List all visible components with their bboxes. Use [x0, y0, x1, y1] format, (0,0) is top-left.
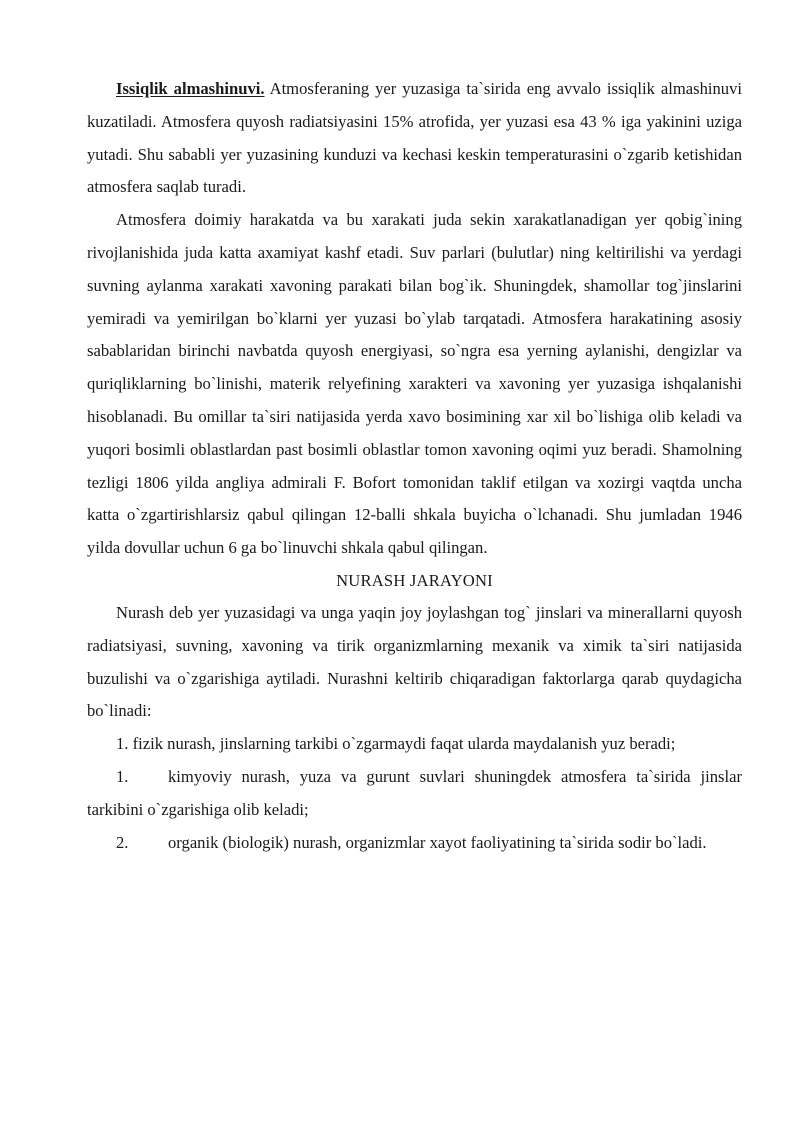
list-item-number: 1.: [116, 734, 129, 754]
document-page: [87, 73, 742, 859]
list-item: [87, 728, 742, 761]
list-item-text: fizik nurash, jinslarning tarkibi o`zgarmaydi faqat ularda maydalanish yuz beradi;: [128, 734, 676, 754]
list-item-text: organik (biologik) nurash, organizmlar xayot faoliyatining ta`sirida sodir bo`ladi.: [168, 832, 707, 852]
list-item: [87, 827, 742, 860]
list-item-number: 1.: [116, 766, 129, 786]
list-item-number: 2.: [116, 832, 129, 852]
section-heading: NURASH JARAYONI: [336, 570, 493, 590]
list-item: [87, 761, 742, 827]
paragraph-lead-term: Issiqlik almashinuvi.: [116, 79, 265, 98]
paragraph-weathering-definition: Nurash deb yer yuzasidagi va unga yaqin joy joylashgan tog` jinslari va minerallarni quyosh radiatsiyasi, suvning, xavoning va tirik organizmlarning mexanik va ximik ta`siri natijasida buzulishi va o`zgarishiga aytiladi. Nurashni keltirib chiqaradigan faktorlarga qarab quydagicha bo`linadi:: [87, 602, 742, 721]
paragraph-atmosphere-movement: Atmosfera doimiy harakatda va bu xarakati juda sekin xarakatlanadigan yer qobig`ining rivojlanishida juda katta axamiyat kashf etadi. Suv parlari (bulutlar) ning keltirilishi va yerdagi suvning aylanma xarakati xavoning parakati bilan bog`ik. Shuningdek, shamollar tog`jinslarini yemiradi va yemirilgan bo`klarni yer yuzasi bo`ylab tarqatadi. Atmosfera harakatining asosiy sabablaridan birinchi navbatda quyosh energiyasi, so`ngra esa yerning aylanishi, dengizlar va quriqliklarning bo`linishi, materik relyefining xarakteri va xavoning yer yuzasiga ishqalanishi hisoblanadi. Bu omillar ta`siri natijasida yerda xavo bosimining xar xil bo`lishiga olib keladi va yuqori bosimli oblastlardan past bosimli oblastlar tomon xavoning oqimi yuz beradi. Shamolning tezligi 1806 yilda angliya admirali F. Bofort tomonidan taklif etilgan va xozirgi vaqtda uncha katta o`zgartirishlarsiz qabul qilingan 12-balli shkala buyicha o`lchanadi. Shu jumladan 1946 yilda dovullar uchun 6 ga bo`linuvchi shkala qabul qilingan.: [87, 210, 742, 558]
paragraph-body: Atmosferaning yer yuzasiga ta`sirida eng avvalo issiqlik almashinuvi kuzatiladi. Atmosfera quyosh radiatsiyasini 15% atrofida, yer yuzasi esa 43 % iga yakinini uziga yutadi. Shu sababli yer yuzasining kunduzi va kechasi keskin temperaturasini o`zgarib ketishidan atmosfera saqlab turadi.: [87, 79, 742, 197]
paragraph-heat-exchange: [87, 73, 742, 204]
list-item-text: kimyoviy nurash, yuza va gurunt suvlari shuningdek atmosfera ta`sirida jinslar tarkibini o`zgarishiga olib keladi;: [87, 766, 742, 819]
